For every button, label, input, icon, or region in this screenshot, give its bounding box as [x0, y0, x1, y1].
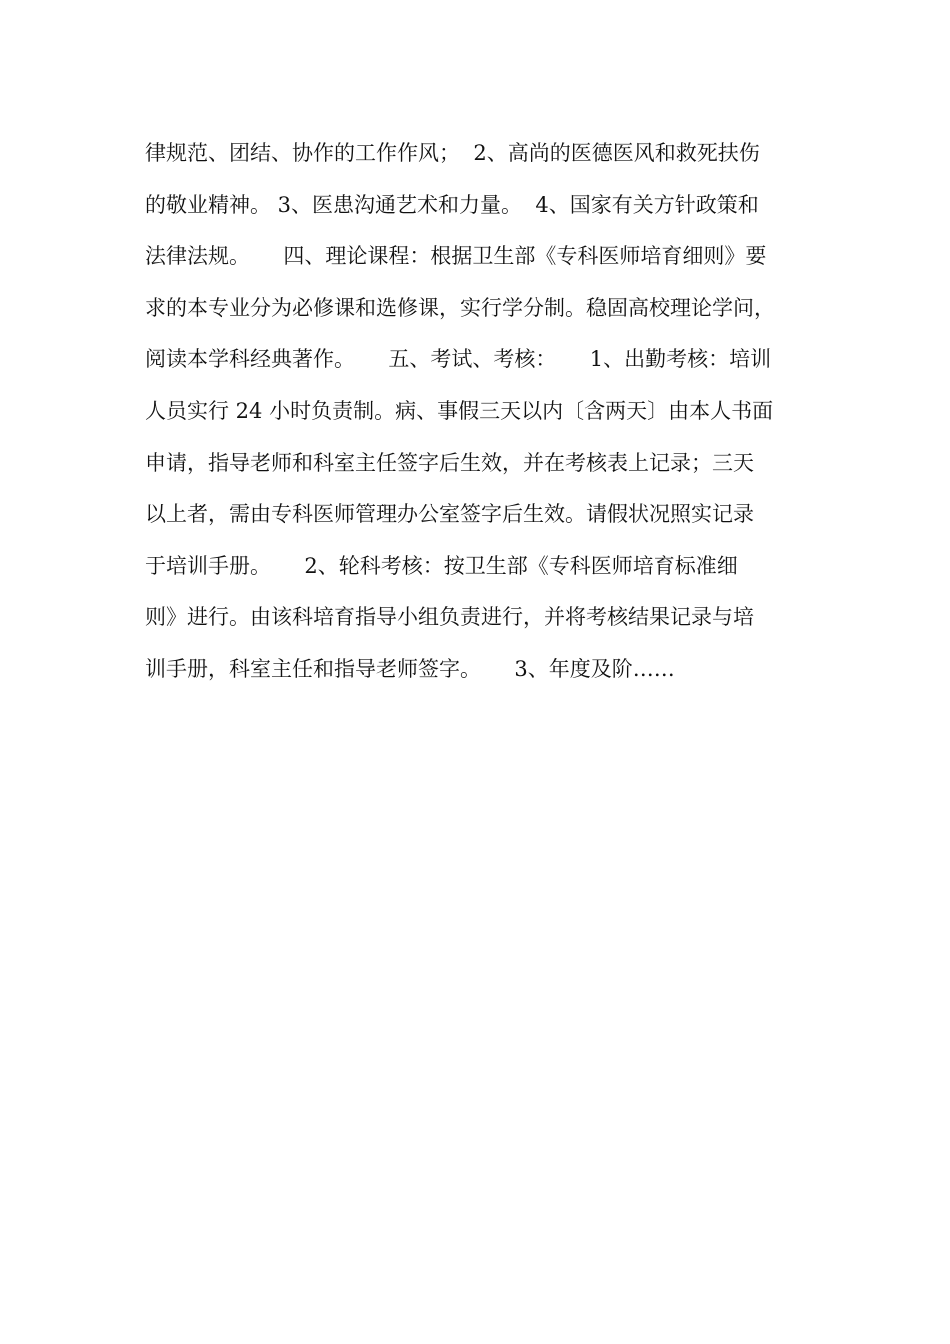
text-line-3: 法律法规。 四、理论课程：根据卫生部《专科医师培育细则》要	[145, 244, 767, 269]
text-line-4: 求的本专业分为必修课和选修课，实行学分制。稳固高校理论学问，	[145, 295, 775, 320]
text-line-11: 训手册，科室主任和指导老师签字。 3、年度及阶……	[145, 656, 675, 681]
text-line-8: 以上者，需由专科医师管理办公室签字后生效。请假状况照实记录	[145, 502, 754, 527]
text-line-5: 阅读本学科经典著作。 五、考试、考核： 1、出勤考核：培训	[145, 347, 772, 372]
text-line-6: 人员实行 24 小时负责制。病、事假三天以内〔含两天〕由本人书面	[145, 398, 774, 423]
text-line-2: 的敬业精神。 3、医患沟通艺术和力量。 4、国家有关方针政策和	[145, 192, 759, 217]
text-line-10: 则》进行。由该科培育指导小组负责进行，并将考核结果记录与培	[145, 605, 754, 630]
text-line-9: 于培训手册。 2、轮科考核：按卫生部《专科医师培育标准细	[145, 553, 738, 578]
text-line-1: 律规范、团结、协作的工作作风； 2、高尚的医德医风和救死扶伤	[145, 141, 760, 165]
text-line-7: 申请，指导老师和科室主任签字后生效，并在考核表上记录；三天	[145, 450, 754, 475]
body-text	[145, 128, 815, 696]
